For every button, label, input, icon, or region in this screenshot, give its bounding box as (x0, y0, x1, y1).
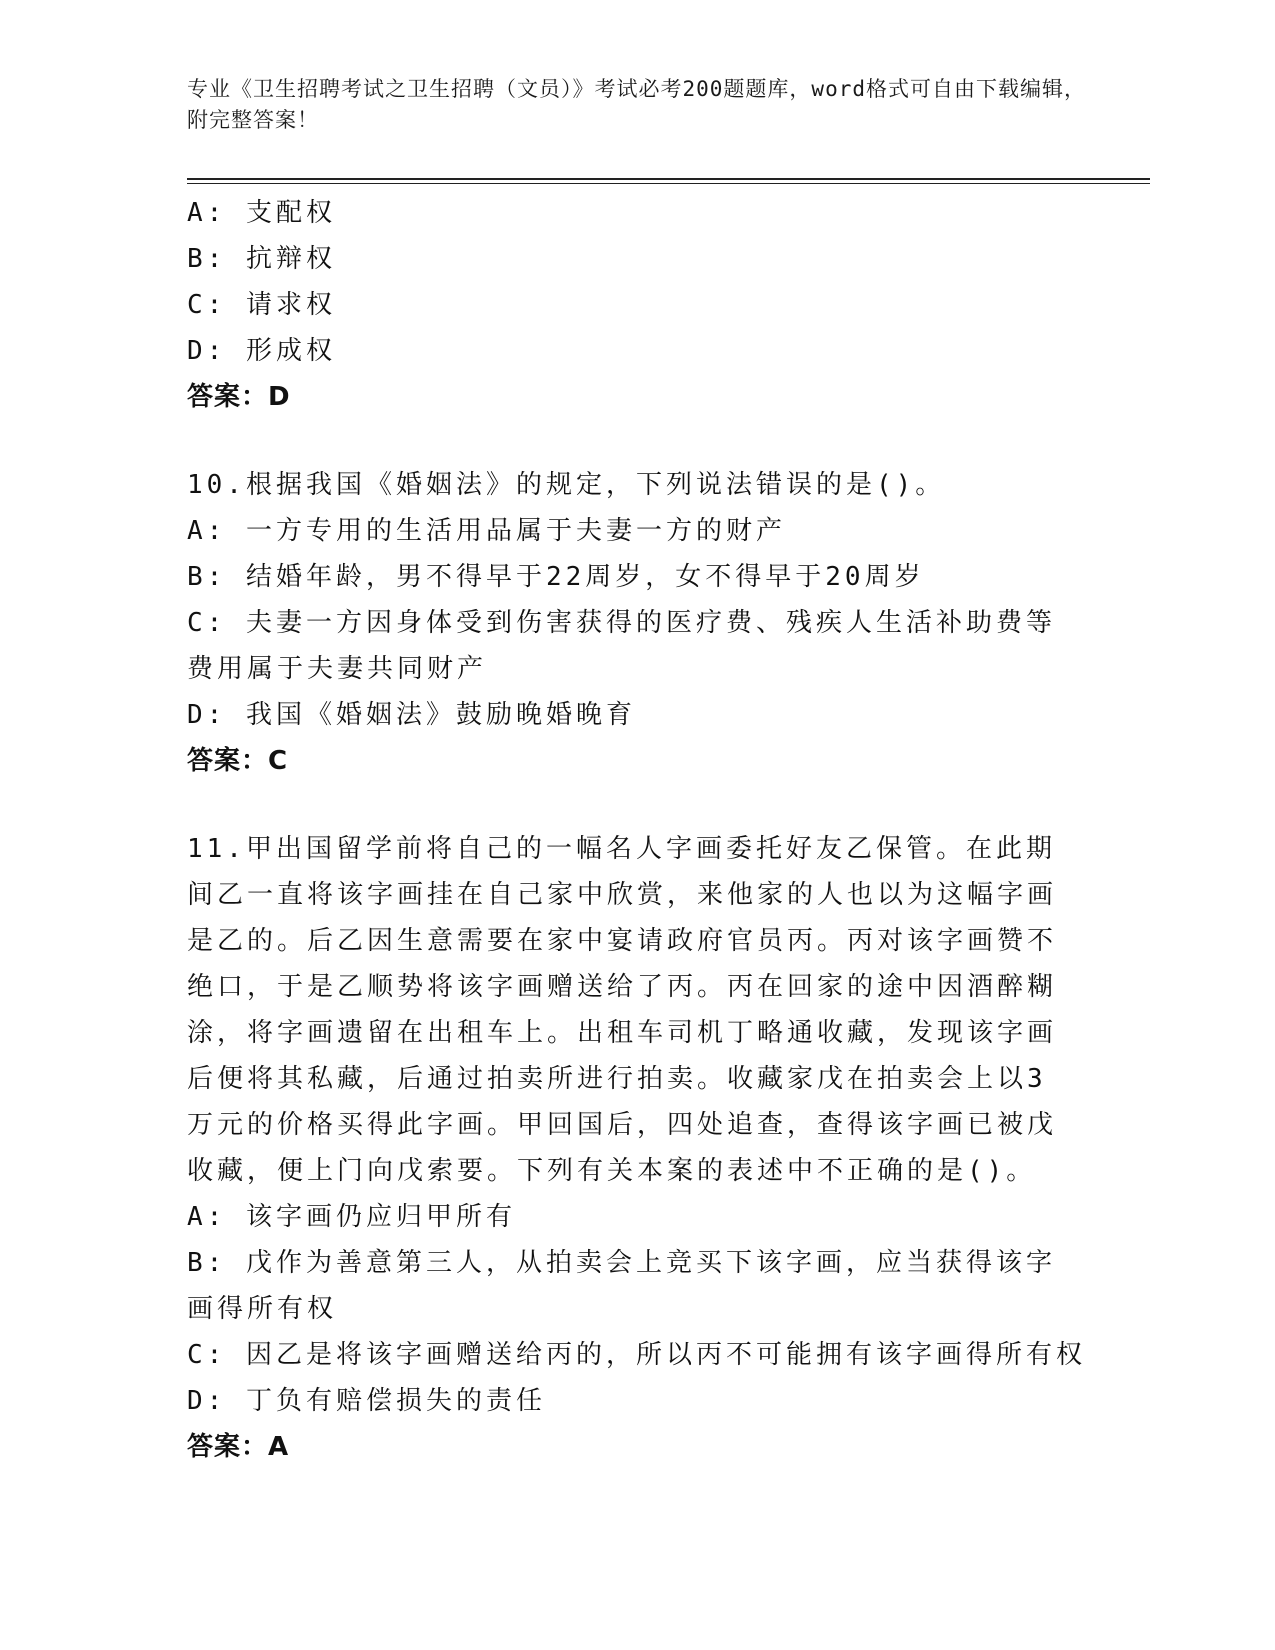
option-b: B: 抗辩权 (187, 244, 336, 274)
option-a: A: 一方专用的生活用品属于夫妻一方的财产 (187, 516, 786, 546)
document-header: 专业《卫生招聘考试之卫生招聘（文员）》考试必考200题题库，word格式可自由下载编辑，附完整答案！ (187, 77, 1086, 132)
document-body (187, 190, 1086, 1470)
answer-line: 答案：C (187, 746, 289, 776)
option-c: C: 请求权 (187, 290, 336, 320)
spacer (187, 784, 1072, 826)
option-b: B: 戊作为善意第三人，从拍卖会上竞买下该字画，应当获得该字画得所有权 (187, 1248, 1056, 1324)
header-rule-thin (187, 183, 1150, 184)
question-stem: 11.甲出国留学前将自己的一幅名人字画委托好友乙保管。在此期间乙一直将该字画挂在自己家中欣赏，来他家的人也以为这幅字画是乙的。后乙因生意需要在家中宴请政府官员丙。丙对该字画赞不绝口，于是乙顺势将该字画赠送给了丙。丙在回家的途中因酒醉糊涂，将字画遗留在出租车上。出租车司机丁略通收藏，发现该字画后便将其私藏，后通过拍卖所进行拍卖。收藏家戊在拍卖会上以3万元的价格买得此字画。甲回国后，四处追查，查得该字画已被戊收藏，便上门向戊索要。下列有关本案的表述中不正确的是()。 (187, 834, 1058, 1186)
option-a: A: 支配权 (187, 198, 336, 228)
question-stem: 10.根据我国《婚姻法》的规定，下列说法错误的是()。 (187, 470, 946, 500)
option-b: B: 结婚年龄，男不得早于22周岁，女不得早于20周岁 (187, 562, 925, 592)
option-c: C: 夫妻一方因身体受到伤害获得的医疗费、残疾人生活补助费等费用属于夫妻共同财产 (187, 608, 1056, 684)
option-d: D: 丁负有赔偿损失的责任 (187, 1386, 546, 1416)
spacer (187, 420, 1072, 462)
option-d: D: 我国《婚姻法》鼓励晚婚晚育 (187, 700, 636, 730)
answer-line: 答案：A (187, 1432, 290, 1462)
header-rule-thick (187, 178, 1150, 180)
option-a: A: 该字画仍应归甲所有 (187, 1202, 516, 1232)
question-10 (187, 462, 1072, 784)
option-c: C: 因乙是将该字画赠送给丙的，所以丙不可能拥有该字画得所有权 (187, 1340, 1086, 1370)
answer-line: 答案：D (187, 382, 291, 412)
question-9 (187, 190, 1072, 420)
question-11 (187, 826, 1086, 1470)
option-d: D: 形成权 (187, 336, 336, 366)
